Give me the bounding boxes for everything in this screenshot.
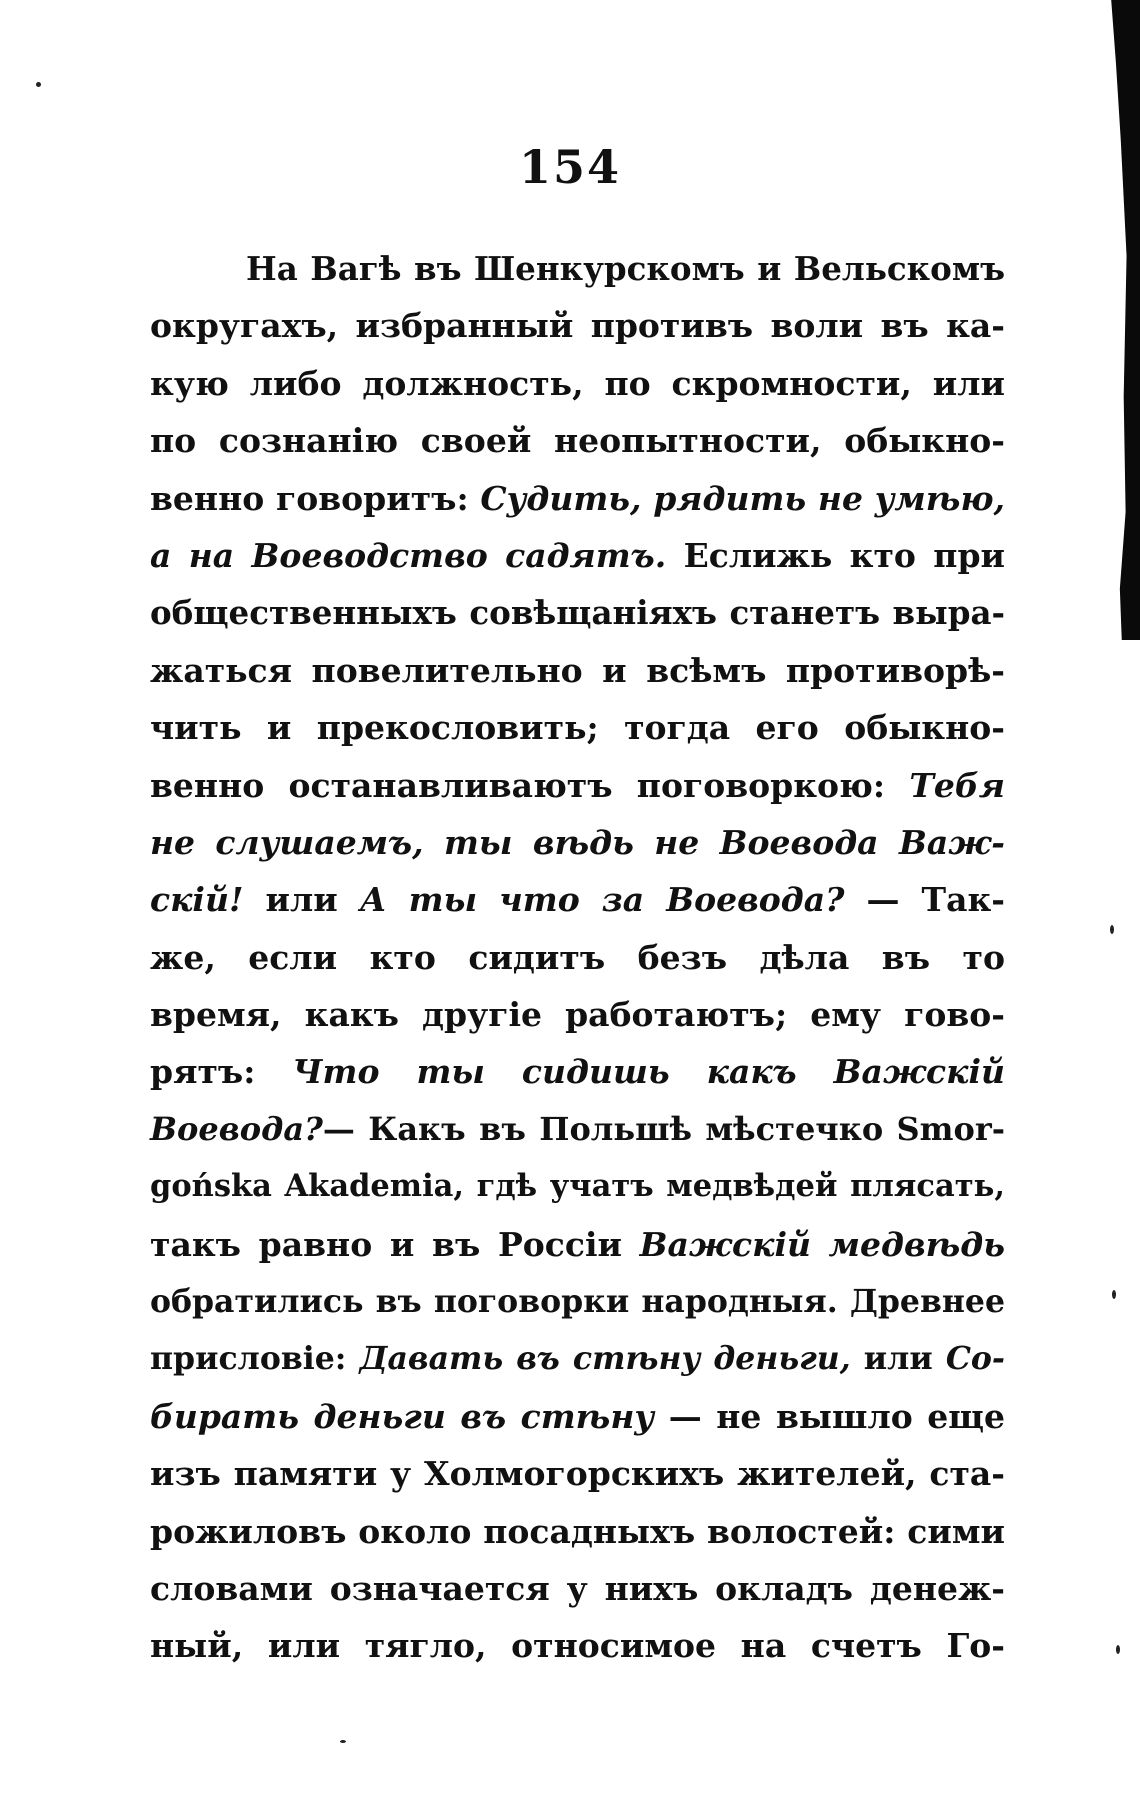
text-line (150, 527, 1005, 584)
scan-speck (36, 82, 41, 87)
body-text (150, 240, 1005, 1675)
text-segment: же, если кто сидитъ безъ дѣла въ то (150, 937, 1005, 977)
scan-speck (1112, 1290, 1116, 1299)
text-segment: такъ равно и въ Россіи (150, 1224, 640, 1264)
text-segment: словами означается у нихъ окладъ денеж- (150, 1568, 1005, 1608)
text-line (150, 1388, 1005, 1445)
text-line (150, 1043, 1005, 1100)
text-line (150, 1158, 1005, 1215)
text-segment: gońska Akademia, гдѣ учатъ медвѣдей плясать, (150, 1168, 1005, 1205)
text-segment: время, какъ другіе работаютъ; ему гово- (150, 995, 1005, 1035)
text-segment: обратились въ поговорки народныя. Древнее (150, 1283, 1005, 1321)
text-line (150, 986, 1005, 1043)
scan-speck (1110, 925, 1114, 934)
text-segment: изъ памяти у Холмогорскихъ жителей, ста- (150, 1454, 1005, 1494)
text-line (150, 1216, 1005, 1273)
text-segment: или (850, 1340, 946, 1378)
text-segment: — не вышло еще (654, 1396, 1006, 1436)
italic-text-segment: а на Воеводство садятъ. (150, 535, 667, 575)
text-segment: жаться повелительно и всѣмъ противорѣ- (150, 650, 1005, 690)
text-line (150, 1503, 1005, 1560)
italic-text-segment: Тебя (909, 765, 1005, 805)
italic-text-segment: Давать въ стѣну деньги, (359, 1340, 851, 1378)
text-segment: чить и прекословить; тогда его обыкно- (150, 708, 1005, 748)
text-line (150, 1101, 1005, 1158)
text-segment: Еслижь кто при (666, 535, 1006, 575)
text-line (150, 1560, 1005, 1617)
italic-text-segment: Со- (945, 1340, 1005, 1378)
text-line (150, 642, 1005, 699)
scan-edge-shadow (1092, 0, 1140, 640)
text-line (150, 240, 1005, 297)
text-segment: ный, или тягло, относимое на счетъ Го- (150, 1626, 1005, 1666)
italic-text-segment: не слушаемъ, ты вѣдь не Воевода Важ- (150, 822, 1005, 862)
italic-text-segment: Воевода? (150, 1109, 323, 1148)
text-segment: присловіе: (150, 1340, 360, 1378)
text-line (150, 871, 1005, 928)
text-line (150, 584, 1005, 641)
page-number: 154 (518, 140, 622, 194)
italic-text-segment: Важскій медвѣдь (639, 1224, 1005, 1264)
text-segment: рожиловъ около посадныхъ волостей: сими (150, 1511, 1005, 1551)
text-segment: На Вагѣ въ Шенкурскомъ и Вельскомъ (246, 249, 1005, 288)
text-segment: — Так- (844, 880, 1005, 920)
text-line (150, 929, 1005, 986)
text-line (150, 412, 1005, 469)
text-segment: или (243, 880, 360, 920)
text-segment: общественныхъ совѣщаніяхъ станетъ выра- (150, 593, 1005, 633)
text-line (150, 1445, 1005, 1502)
text-line (150, 297, 1005, 354)
text-segment: рятъ: (150, 1052, 293, 1092)
text-line (150, 757, 1005, 814)
text-line (150, 1617, 1005, 1674)
scan-speck (340, 1740, 346, 1743)
text-segment: кую либо должность, по скромности, или (150, 363, 1005, 403)
text-line (150, 1273, 1005, 1330)
italic-text-segment: скій! (150, 880, 244, 920)
italic-text-segment: Судить, рядить не умѣю, (480, 478, 1005, 518)
text-line (150, 1330, 1005, 1387)
scan-speck (1116, 1645, 1120, 1654)
text-line (150, 814, 1005, 871)
italic-text-segment: Что ты сидишь какъ Важскій (292, 1052, 1005, 1092)
text-segment: округахъ, избранный противъ воли въ ка- (150, 306, 1005, 346)
text-segment: по сознанію своей неопытности, обыкно- (150, 421, 1005, 461)
text-segment: венно останавливаютъ поговоркою: (150, 765, 910, 805)
text-segment: — Какъ въ Польшѣ мѣстечко Smor- (322, 1109, 1005, 1148)
italic-text-segment: бирать деньги въ стѣну (150, 1396, 655, 1436)
italic-text-segment: А ты что за Воевода? (359, 880, 845, 920)
text-line (150, 470, 1005, 527)
text-line (150, 355, 1005, 412)
text-line (150, 699, 1005, 756)
text-segment: венно говоритъ: (150, 478, 481, 518)
